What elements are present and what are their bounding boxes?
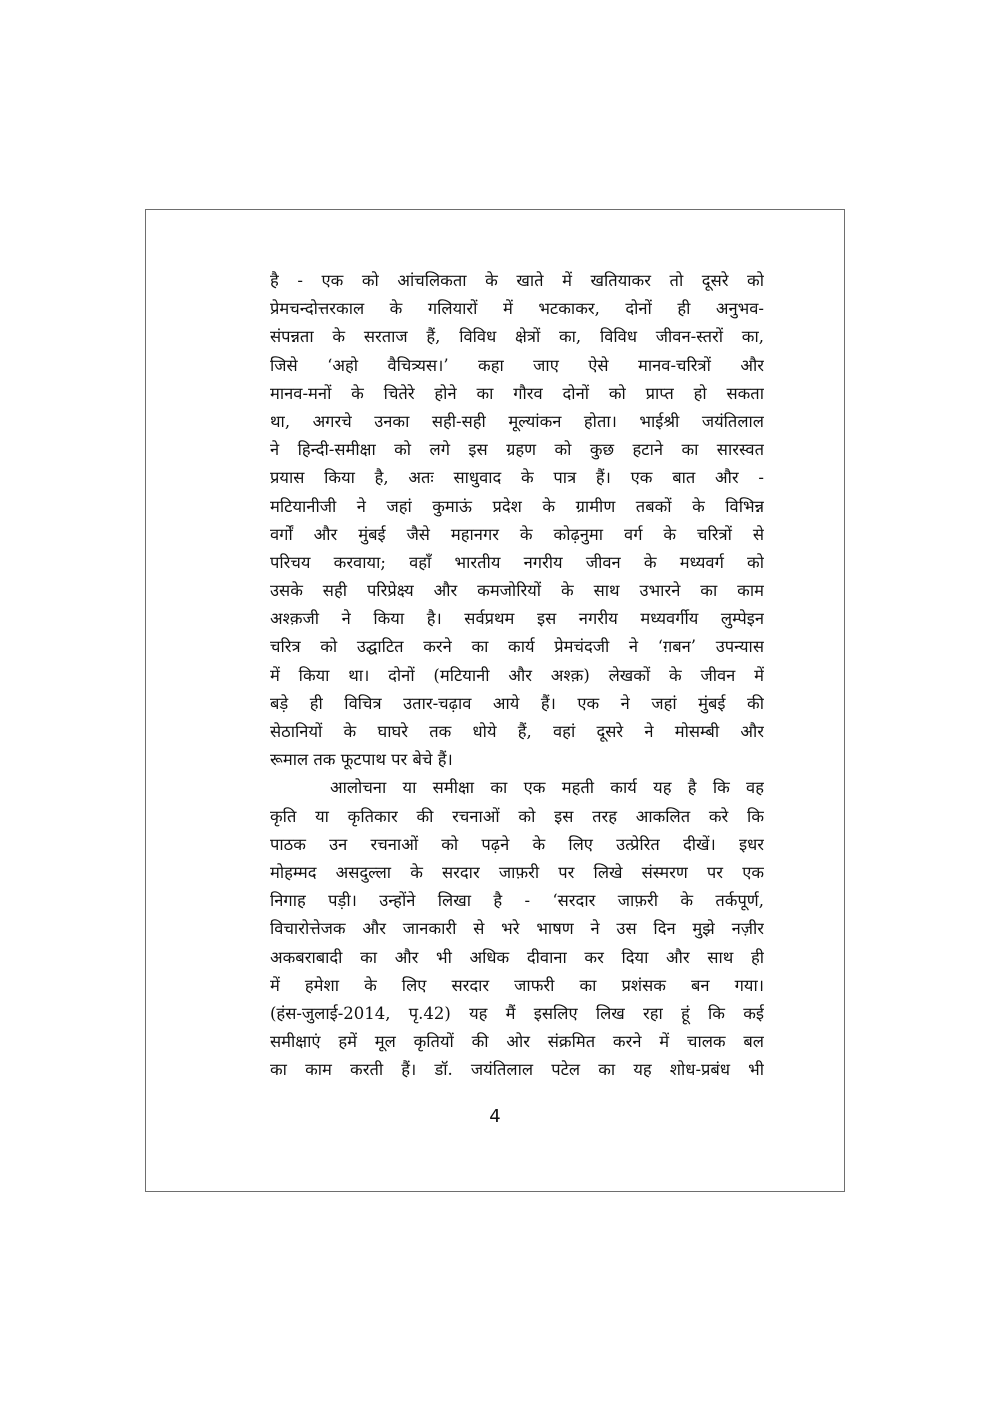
paragraph	[270, 774, 764, 1084]
text-line: था, अगरचे उनका सही-सही मूल्यांकन होता। भाईश्री जयंतिलाल	[270, 411, 764, 431]
paragraph	[270, 267, 764, 774]
page-number: 4	[489, 1106, 501, 1127]
text-line: प्रयास किया है, अतः साधुवाद के पात्र हैं। एक बात और -	[270, 468, 764, 488]
text-line: परिचय करवाया; वहाँ भारतीय नगरीय जीवन के मध्यवर्ग को	[270, 552, 764, 572]
text-line: में हमेशा के लिए सरदार जाफरी का प्रशंसक बन गया।	[270, 975, 764, 995]
text-line: मटियानीजी ने जहां कुमाऊं प्रदेश के ग्रामीण तबकों के विभिन्न	[270, 496, 764, 516]
body-text	[270, 267, 764, 1084]
text-line: (हंस-जुलाई-2014, पृ.42) यह मैं इसलिए लिख रहा हूं कि कई	[270, 1003, 764, 1023]
text-line: है - एक को आंचलिकता के खाते में खतियाकर तो दूसरे को	[270, 271, 764, 290]
page-frame	[145, 209, 845, 1192]
text-line: पाठक उन रचनाओं को पढ़ने के लिए उत्प्रेरित दीखें। इधर	[270, 834, 764, 854]
text-line: उसके सही परिप्रेक्ष्य और कमजोरियों के साथ उभारने का काम	[270, 581, 764, 601]
text-line: जिसे ‘अहो वैचित्र्यस।’ कहा जाए ऐसे मानव-चरित्रों और	[270, 355, 764, 375]
text-line: अकबराबादी का और भी अधिक दीवाना कर दिया और साथ ही	[270, 947, 764, 967]
text-line: अश्क़जी ने किया है। सर्वप्रथम इस नगरीय मध्यवर्गीय लुम्पेइन	[270, 609, 764, 629]
text-line: मानव-मनों के चितेरे होने का गौरव दोनों को प्राप्त हो सकता	[270, 383, 764, 403]
text-line: बड़े ही विचित्र उतार-चढ़ाव आये हैं। एक ने जहां मुंबई की	[270, 693, 764, 713]
text-line: समीक्षाएं हमें मूल कृतियों की ओर संक्रमित करने में चालक बल	[270, 1032, 764, 1052]
text-line: संपन्नता के सरताज हैं, विविध क्षेत्रों का, विविध जीवन-स्तरों का,	[270, 327, 764, 347]
text-line: कृति या कृतिकार की रचनाओं को इस तरह आकलित करे कि	[270, 806, 764, 826]
text-line: में किया था। दोनों (मटियानी और अश्क़) लेखकों के जीवन में	[270, 665, 764, 685]
text-line: वर्गों और मुंबई जैसे महानगर के कोढ़नुमा वर्ग के चरित्रों से	[270, 524, 764, 544]
text-line: चरित्र को उद्घाटित करने का कार्य प्रेमचंदजी ने ‘ग़बन’ उपन्यास	[270, 637, 764, 657]
text-line: प्रेमचन्दोत्तरकाल के गलियारों में भटकाकर, दोनों ही अनुभव-	[270, 299, 764, 319]
text-line: निगाह पड़ी। उन्होंने लिखा है - ‘सरदार जाफ़री के तर्कपूर्ण,	[270, 891, 764, 911]
text-line: मोहम्मद असदुल्ला के सरदार जाफ़री पर लिखे संस्मरण पर एक	[270, 862, 764, 882]
text-line: का काम करती हैं। डॉ. जयंतिलाल पटेल का यह शोध-प्रबंध भी	[270, 1060, 764, 1080]
text-line: सेठानियों के घाघरे तक धोये हैं, वहां दूसरे ने मोसम्बी और	[270, 722, 764, 741]
text-line: रूमाल तक फूटपाथ पर बेचे हैं।	[270, 750, 453, 770]
text-line: ने हिन्दी-समीक्षा को लगे इस ग्रहण को कुछ हटाने का सारस्वत	[270, 440, 764, 460]
text-line: विचारोत्तेजक और जानकारी से भरे भाषण ने उस दिन मुझे नज़ीर	[270, 919, 764, 939]
text-line: आलोचना या समीक्षा का एक महती कार्य यह है कि वह	[330, 778, 764, 798]
